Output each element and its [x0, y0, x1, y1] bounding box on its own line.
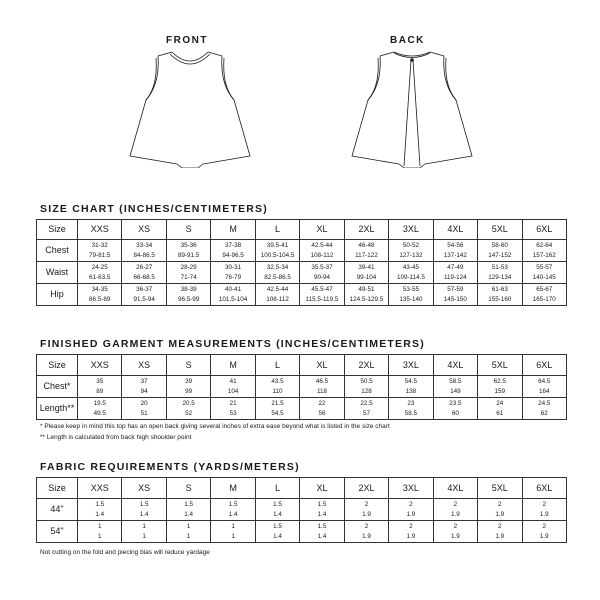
cell-imperial-value: 1 — [142, 522, 146, 530]
size-header: XXS — [78, 355, 122, 376]
table-cell — [255, 398, 299, 420]
size-header: 5XL — [478, 355, 522, 376]
cell-metric-value: 86.5-89 — [89, 295, 111, 303]
cell-metric-value: 61-63.5 — [89, 273, 111, 281]
cell-imperial-value: 35.5-37 — [311, 263, 333, 271]
cell-imperial-value: 57-59 — [447, 285, 464, 293]
cell-metric-value: 1.9 — [450, 510, 460, 518]
table-row — [37, 284, 567, 306]
cell-metric-value: 76-79 — [225, 273, 242, 281]
cell-imperial-value: 1 — [186, 522, 191, 530]
size-header: 3XL — [389, 478, 433, 499]
table-cell — [211, 521, 255, 543]
size-header: L — [255, 355, 299, 376]
cell-imperial-value: 22 — [318, 399, 326, 407]
size-header: S — [166, 355, 210, 376]
cell-metric-value: 89-91.5 — [177, 251, 200, 259]
cell-metric-value: 127-132 — [399, 251, 423, 259]
cell-metric-value: 99 — [185, 387, 193, 395]
cell-metric-value: 1.4 — [317, 532, 327, 540]
cell-metric-value: 100.5-104.5 — [260, 251, 295, 259]
table-cell — [389, 521, 433, 543]
cell-imperial-value: 62.5 — [493, 377, 506, 385]
size-header: 5XL — [478, 220, 522, 240]
size-header: XXS — [78, 478, 122, 499]
fabric-note: Not cutting on the fold and piecing bias will reduce yardage — [40, 549, 210, 556]
table-cell — [122, 398, 166, 420]
size-header: XL — [300, 355, 344, 376]
cell-metric-value: 135-140 — [399, 295, 423, 303]
table-cell — [344, 521, 388, 543]
size-header: 2XL — [344, 478, 388, 499]
size-header: L — [255, 220, 299, 240]
cell-metric-value: 104 — [227, 387, 239, 395]
cell-imperial-value: 54.5 — [404, 377, 418, 385]
size-header: 6XL — [522, 220, 566, 240]
table-cell — [255, 499, 299, 521]
cell-metric-value: 61 — [496, 409, 504, 417]
table-cell — [344, 499, 388, 521]
cell-metric-value: 96.5-99 — [177, 295, 200, 303]
cell-imperial-value: 26-27 — [136, 263, 153, 271]
cell-metric-value: 128 — [361, 387, 372, 395]
row-label: Chest — [37, 240, 78, 262]
table-row — [37, 376, 567, 398]
table-cell — [211, 376, 255, 398]
cell-imperial-value: 1 — [231, 522, 235, 530]
cell-imperial-value: 2 — [409, 522, 413, 530]
size-chart-table — [36, 219, 567, 306]
cell-imperial-value: 31-32 — [91, 241, 108, 249]
table-cell — [344, 262, 388, 284]
cell-imperial-value: 51-53 — [491, 263, 508, 271]
table-cell — [211, 398, 255, 420]
cell-metric-value: 140-145 — [532, 273, 556, 281]
cell-metric-value: 147-152 — [488, 251, 512, 259]
cell-metric-value: 129-134 — [488, 273, 512, 281]
table-cell — [478, 284, 522, 306]
cell-imperial-value: 39-41 — [358, 263, 375, 271]
table-cell — [522, 398, 566, 420]
table-cell — [433, 284, 477, 306]
size-header: S — [166, 220, 210, 240]
size-header: XS — [122, 220, 166, 240]
size-header: M — [211, 478, 255, 499]
cell-imperial-value: 24.5 — [538, 399, 551, 407]
cell-imperial-value: 58-60 — [491, 241, 508, 249]
cell-imperial-value: 53-55 — [402, 285, 419, 293]
table-row — [37, 262, 567, 284]
cell-imperial-value: 1.5 — [317, 500, 327, 508]
table-cell — [300, 521, 344, 543]
cell-metric-value: 145-150 — [443, 295, 467, 303]
table-cell — [300, 240, 344, 262]
cell-metric-value: 51 — [140, 409, 148, 417]
size-header: M — [211, 355, 255, 376]
cell-imperial-value: 61-63 — [491, 285, 508, 293]
cell-imperial-value: 46-48 — [358, 241, 375, 249]
cell-imperial-value: 35-36 — [180, 241, 197, 249]
cell-imperial-value: 32.5-34 — [266, 263, 289, 271]
cell-imperial-value: 2 — [542, 522, 547, 530]
table-cell — [478, 376, 522, 398]
cell-imperial-value: 49-51 — [358, 285, 375, 293]
table-cell — [211, 240, 255, 262]
table-cell — [78, 262, 122, 284]
cell-metric-value: 137-142 — [443, 251, 467, 259]
table-cell — [166, 262, 210, 284]
table-cell — [255, 376, 299, 398]
row-label: Waist — [37, 262, 78, 284]
cell-metric-value: 1.4 — [228, 510, 238, 518]
cell-imperial-value: 46.5 — [315, 377, 329, 385]
table-cell — [166, 398, 210, 420]
cell-metric-value: 119-124 — [444, 273, 467, 281]
cell-imperial-value: 62-64 — [536, 241, 553, 249]
cell-imperial-value: 43-45 — [402, 263, 419, 271]
table-cell — [344, 284, 388, 306]
cell-imperial-value: 23.5 — [449, 399, 462, 407]
cell-metric-value: 157-162 — [532, 251, 556, 259]
cell-imperial-value: 20.5 — [182, 399, 195, 407]
table-cell — [433, 376, 477, 398]
size-header: 2XL — [344, 220, 388, 240]
table-cell — [78, 499, 122, 521]
cell-imperial-value: 1 — [97, 522, 102, 530]
cell-metric-value: 101.5-104 — [218, 295, 248, 303]
cell-imperial-value: 42.5-44 — [311, 241, 333, 249]
cell-imperial-value: 2 — [498, 522, 502, 530]
cell-metric-value: 1.4 — [273, 510, 282, 518]
cell-metric-value: 108-112 — [310, 251, 334, 259]
cell-imperial-value: 1.5 — [317, 522, 327, 530]
table-cell — [522, 284, 566, 306]
cell-metric-value: 89 — [96, 387, 104, 395]
table-row — [37, 240, 567, 262]
cell-imperial-value: 30-31 — [225, 263, 242, 271]
front-view-label: FRONT — [166, 35, 208, 46]
cell-imperial-value: 20 — [140, 399, 148, 407]
cell-metric-value: 1.9 — [495, 532, 505, 540]
table-cell — [78, 398, 122, 420]
cell-imperial-value: 34-35 — [91, 285, 108, 293]
table-cell — [211, 284, 255, 306]
row-label: Chest* — [37, 376, 78, 398]
cell-metric-value: 164 — [539, 387, 550, 395]
cell-metric-value: 165-170 — [532, 295, 556, 303]
cell-imperial-value: 37-38 — [225, 241, 242, 249]
size-header: L — [255, 478, 299, 499]
table-cell — [122, 284, 166, 306]
cell-imperial-value: 39 — [185, 377, 193, 385]
cell-metric-value: 108-112 — [266, 295, 289, 303]
cell-metric-value: 1.9 — [406, 510, 416, 518]
cell-metric-value: 53 — [229, 409, 237, 417]
cell-metric-value: 57 — [362, 409, 370, 417]
table-cell — [255, 284, 299, 306]
table-cell — [78, 376, 122, 398]
table-cell — [211, 499, 255, 521]
finished-corner: Size — [37, 355, 78, 376]
table-cell — [389, 376, 433, 398]
cell-imperial-value: 43.5 — [271, 377, 284, 385]
cell-imperial-value: 1.5 — [95, 500, 105, 508]
cell-metric-value: 84-86.5 — [133, 251, 155, 259]
cell-metric-value: 109-114.5 — [396, 273, 425, 281]
size-header: 4XL — [433, 220, 477, 240]
table-cell — [389, 240, 433, 262]
cell-imperial-value: 45.5-47 — [311, 285, 333, 293]
table-cell — [211, 262, 255, 284]
finished-measurements-table — [36, 354, 567, 420]
table-cell — [122, 376, 166, 398]
cell-metric-value: 1 — [186, 532, 191, 540]
table-cell — [433, 240, 477, 262]
cell-metric-value: 118 — [316, 387, 328, 395]
table-cell — [478, 499, 522, 521]
table-cell — [166, 499, 210, 521]
size-header: 6XL — [522, 355, 566, 376]
cell-imperial-value: 40-41 — [225, 285, 242, 293]
front-garment-sketch — [110, 48, 270, 168]
cell-imperial-value: 38-39 — [180, 285, 197, 293]
table-cell — [255, 240, 299, 262]
cell-imperial-value: 24 — [496, 399, 504, 407]
cell-imperial-value: 2 — [453, 500, 458, 508]
cell-imperial-value: 50.5 — [360, 377, 373, 385]
table-cell — [166, 376, 210, 398]
cell-metric-value: 90-94 — [313, 273, 331, 281]
size-header: XS — [122, 478, 166, 499]
cell-metric-value: 1.4 — [184, 510, 194, 518]
table-cell — [522, 262, 566, 284]
cell-metric-value: 56 — [318, 409, 326, 417]
table-cell — [300, 398, 344, 420]
cell-imperial-value: 21.5 — [271, 399, 284, 407]
cell-imperial-value: 41 — [229, 377, 237, 385]
cell-metric-value: 1 — [142, 532, 146, 540]
cell-metric-value: 155-160 — [488, 295, 512, 303]
finished-note-length: ** Length is calculated from back high shoulder point — [40, 434, 192, 441]
table-cell — [478, 240, 522, 262]
cell-imperial-value: 1.5 — [184, 500, 194, 508]
table-cell — [166, 240, 210, 262]
cell-metric-value: 58.5 — [404, 409, 418, 417]
cell-imperial-value: 50-52 — [402, 241, 419, 249]
table-row — [37, 398, 567, 420]
size-chart-corner: Size — [37, 220, 78, 240]
cell-metric-value: 1.9 — [539, 532, 549, 540]
table-cell — [389, 262, 433, 284]
fabric-header-row — [37, 478, 567, 499]
cell-metric-value: 82.5-86.5 — [264, 273, 291, 281]
cell-metric-value: 1.4 — [317, 510, 327, 518]
table-cell — [433, 499, 477, 521]
table-cell — [300, 499, 344, 521]
cell-imperial-value: 47-49 — [447, 263, 464, 271]
table-cell — [122, 499, 166, 521]
cell-imperial-value: 23 — [407, 399, 415, 407]
table-cell — [433, 262, 477, 284]
cell-metric-value: 71-74 — [180, 273, 197, 281]
cell-metric-value: 115.5-119.5 — [305, 295, 339, 303]
size-header: XS — [122, 355, 166, 376]
cell-metric-value: 1.9 — [362, 510, 371, 518]
back-garment-sketch — [332, 48, 492, 168]
cell-imperial-value: 39.5-41 — [266, 241, 289, 249]
cell-imperial-value: 1.5 — [273, 522, 282, 530]
back-view-label: BACK — [390, 35, 425, 46]
cell-imperial-value: 2 — [364, 500, 369, 508]
fabric-corner: Size — [37, 478, 78, 499]
cell-imperial-value: 24-25 — [91, 263, 108, 271]
table-cell — [389, 284, 433, 306]
table-cell — [122, 262, 166, 284]
size-header: XL — [300, 220, 344, 240]
cell-metric-value: 79-81.5 — [89, 251, 111, 259]
table-cell — [522, 521, 566, 543]
table-row — [37, 499, 567, 521]
table-cell — [433, 398, 477, 420]
cell-imperial-value: 33-34 — [136, 241, 153, 249]
table-cell — [122, 521, 166, 543]
table-cell — [522, 376, 566, 398]
size-chart-title: SIZE CHART (INCHES/CENTIMETERS) — [40, 203, 268, 215]
fabric-requirements-table — [36, 477, 567, 543]
cell-metric-value: 60 — [451, 409, 459, 417]
cell-imperial-value: 2 — [498, 500, 502, 508]
size-header: 5XL — [478, 478, 522, 499]
row-label: Hip — [37, 284, 78, 306]
table-cell — [433, 521, 477, 543]
cell-metric-value: 138 — [405, 387, 417, 395]
cell-imperial-value: 2 — [542, 500, 547, 508]
cell-metric-value: 99-104 — [356, 273, 377, 281]
size-header: 3XL — [389, 355, 433, 376]
table-cell — [522, 240, 566, 262]
cell-imperial-value: 19.5 — [93, 399, 106, 407]
cell-metric-value: 1.4 — [95, 510, 105, 518]
row-label: Length** — [37, 398, 78, 420]
row-label: 54" — [37, 521, 78, 543]
table-cell — [344, 240, 388, 262]
table-cell — [166, 284, 210, 306]
size-header: 4XL — [433, 355, 477, 376]
table-cell — [300, 376, 344, 398]
cell-metric-value: 1.9 — [495, 510, 505, 518]
cell-imperial-value: 22.5 — [360, 399, 373, 407]
cell-metric-value: 52 — [185, 409, 193, 417]
size-header: 4XL — [433, 478, 477, 499]
table-cell — [255, 521, 299, 543]
table-cell — [478, 262, 522, 284]
cell-imperial-value: 42.5-44 — [266, 285, 289, 293]
table-row — [37, 521, 567, 543]
fabric-requirements-title: FABRIC REQUIREMENTS (YARDS/METERS) — [40, 461, 300, 473]
finished-note-ease: * Please keep in mind this top has an open back giving several inches of extra ease beyond what is listed in the size chart — [40, 423, 390, 430]
table-cell — [478, 398, 522, 420]
table-cell — [78, 521, 122, 543]
cell-metric-value: 1.9 — [362, 532, 371, 540]
size-chart-header-row — [37, 220, 567, 240]
size-header: 6XL — [522, 478, 566, 499]
cell-metric-value: 1.9 — [450, 532, 460, 540]
size-header: XL — [300, 478, 344, 499]
cell-metric-value: 1 — [97, 532, 102, 540]
cell-metric-value: 1.9 — [406, 532, 416, 540]
cell-imperial-value: 21 — [229, 399, 237, 407]
cell-metric-value: 62 — [540, 409, 548, 417]
cell-imperial-value: 36-37 — [136, 285, 153, 293]
table-cell — [522, 499, 566, 521]
size-header: M — [211, 220, 255, 240]
table-cell — [344, 376, 388, 398]
cell-metric-value: 1 — [231, 532, 235, 540]
table-cell — [255, 262, 299, 284]
cell-metric-value: 1.9 — [539, 510, 549, 518]
cell-metric-value: 94 — [140, 387, 148, 395]
cell-imperial-value: 1.5 — [228, 500, 238, 508]
cell-metric-value: 1.4 — [273, 532, 282, 540]
cell-imperial-value: 54-56 — [447, 241, 464, 249]
cell-metric-value: 159 — [494, 387, 506, 395]
table-cell — [478, 521, 522, 543]
cell-imperial-value: 35 — [96, 377, 104, 385]
cell-imperial-value: 37 — [140, 377, 148, 385]
size-header: 2XL — [344, 355, 388, 376]
cell-imperial-value: 28-29 — [180, 263, 197, 271]
finished-header-row — [37, 355, 567, 376]
cell-imperial-value: 2 — [409, 500, 413, 508]
row-label: 44" — [37, 499, 78, 521]
cell-metric-value: 149 — [450, 387, 461, 395]
table-cell — [300, 262, 344, 284]
cell-metric-value: 94-96.5 — [222, 251, 244, 259]
cell-imperial-value: 58.5 — [449, 377, 462, 385]
table-cell — [166, 521, 210, 543]
table-cell — [300, 284, 344, 306]
cell-imperial-value: 1.5 — [273, 500, 282, 508]
size-header: 3XL — [389, 220, 433, 240]
table-cell — [344, 398, 388, 420]
size-header: S — [166, 478, 210, 499]
cell-imperial-value: 65-67 — [536, 285, 553, 293]
cell-metric-value: 110 — [272, 387, 283, 395]
finished-measurements-title: FINISHED GARMENT MEASUREMENTS (INCHES/CENTIMETERS) — [40, 338, 425, 350]
cell-metric-value: 49.5 — [93, 409, 106, 417]
cell-imperial-value: 1.5 — [139, 500, 149, 508]
table-cell — [389, 398, 433, 420]
table-cell — [78, 240, 122, 262]
size-header: XXS — [78, 220, 122, 240]
cell-metric-value: 1.4 — [139, 510, 149, 518]
cell-imperial-value: 64.5 — [538, 377, 551, 385]
cell-metric-value: 124.5-129.5 — [349, 295, 384, 303]
cell-imperial-value: 2 — [364, 522, 369, 530]
cell-imperial-value: 2 — [453, 522, 458, 530]
cell-metric-value: 66-68.5 — [133, 273, 155, 281]
cell-metric-value: 117-122 — [355, 251, 378, 259]
cell-metric-value: 91.5-94 — [133, 295, 155, 303]
cell-imperial-value: 55-57 — [536, 263, 553, 271]
table-cell — [389, 499, 433, 521]
table-cell — [78, 284, 122, 306]
table-cell — [122, 240, 166, 262]
cell-metric-value: 54.5 — [271, 409, 284, 417]
